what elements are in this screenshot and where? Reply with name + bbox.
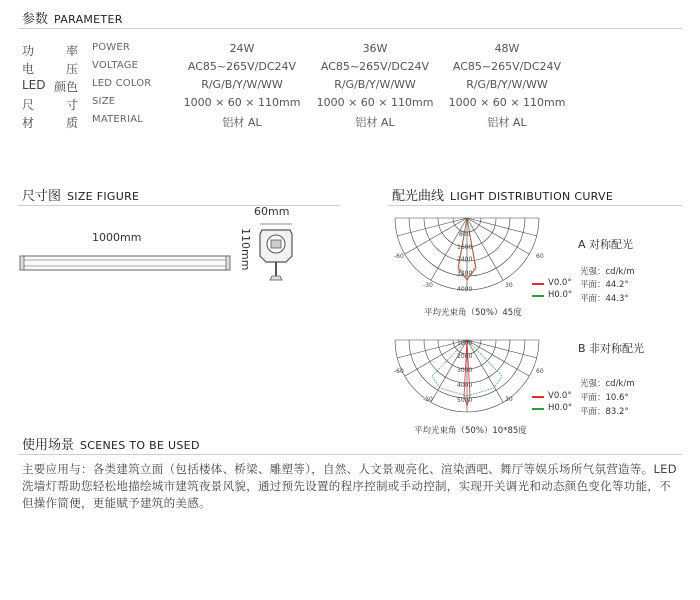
ring-label: 1600 [457, 244, 473, 251]
angle-label: 60 [536, 368, 544, 375]
size-figure-title [22, 185, 139, 204]
row-label-en: VOLTAGE [92, 60, 139, 71]
legend-label-v: V0.0° [548, 391, 572, 401]
row-label-cn: 尺 寸 [22, 98, 78, 112]
value-cell: 48W [494, 42, 520, 55]
height-dimension-label: 110mm [239, 228, 252, 271]
ring-label: 5000 [457, 397, 473, 404]
parameter-title-cn: 参数 [22, 12, 49, 27]
beam-angle-caption: 平均光束角（50%）45度 [424, 308, 522, 318]
parameter-row-size [0, 96, 700, 114]
ring-label: 2000 [457, 353, 473, 360]
value-cell: 36W [362, 42, 388, 55]
angle-label: -60 [394, 368, 404, 375]
parameter-title-en: PARAMETER [54, 13, 123, 26]
ring-label: 4000 [457, 382, 473, 389]
value-cell: 1000 × 60 × 110mm [183, 96, 301, 109]
parameter-row-voltage [0, 60, 700, 78]
angle-label: 60 [536, 253, 544, 260]
plane-value-h: 平面：83.2° [580, 407, 629, 417]
size-figure-divider [18, 205, 340, 206]
size-figure-title-cn: 尺寸图 [22, 189, 62, 204]
legend-swatch-h [532, 408, 544, 410]
ring-label: 800 [459, 231, 471, 238]
value-cell: 铝材 AL [355, 116, 395, 129]
fixture-side-view [18, 252, 234, 274]
row-label-en: MATERIAL [92, 114, 144, 125]
ring-label: 1000 [457, 340, 473, 347]
value-cell: AC85~265V/DC24V [452, 60, 562, 73]
light-curve-title [392, 185, 613, 204]
legend-label-v: V0.0° [548, 278, 572, 288]
plane-value-v: 平面：10.6° [580, 393, 629, 403]
legend-swatch-h [532, 295, 544, 297]
row-label-en: LED COLOR [92, 78, 152, 89]
value-cell: 铝材 AL [487, 116, 527, 129]
legend-swatch-v [532, 283, 544, 285]
parameter-row-material [0, 114, 700, 132]
ring-label: 4000 [457, 286, 473, 293]
value-cell: R/G/B/Y/W/WW [201, 78, 283, 91]
scenes-divider [18, 454, 682, 455]
value-cell: 1000 × 60 × 110mm [316, 96, 434, 109]
row-label-cn: LED 颜色 [22, 78, 78, 94]
light-curve-title-en: LIGHT DISTRIBUTION CURVE [450, 190, 614, 203]
parameter-row-power [0, 42, 700, 60]
parameter-row-led-color [0, 78, 700, 96]
row-label-en: SIZE [92, 96, 116, 107]
scenes-description: 主要应用与：各类建筑立面（包括楼体、桥梁、雕塑等），自然、人文景观亮化、渲染酒吧、舞厅等娱乐场所气氛营造等。LED洗墙灯帮助您轻松地描绘城市建筑夜景风貌，通过预先设置的程序控制或手动控制，实现开关调光和动态颜色变化等功能，不但操作简便，更能赋予建筑的美感。 [22, 462, 677, 510]
legend-label-h: H0.0° [548, 403, 573, 413]
row-label-cn: 材 质 [22, 116, 78, 130]
light-curve-title-cn: 配光曲线 [392, 189, 445, 204]
value-cell: R/G/B/Y/W/WW [334, 78, 416, 91]
intensity-unit-label: 光强：cd/k/m [580, 379, 635, 389]
angle-label: -30 [423, 396, 433, 403]
row-label-cn: 电 压 [22, 62, 78, 76]
scenes-title-cn: 使用场景 [22, 438, 75, 453]
value-cell: 铝材 AL [222, 116, 262, 129]
angle-label: 30 [505, 396, 513, 403]
parameter-divider [18, 28, 682, 29]
width-dimension-label: 60mm [254, 205, 290, 218]
angle-label: -60 [394, 253, 404, 260]
value-cell: AC85~265V/DC24V [187, 60, 297, 73]
legend-swatch-v [532, 396, 544, 398]
scenes-title [22, 434, 200, 453]
value-cell: AC85~265V/DC24V [320, 60, 430, 73]
intensity-unit-label: 光强：cd/k/m [580, 267, 635, 277]
plane-value-h: 平面：44.3° [580, 294, 629, 304]
ring-label: 3200 [457, 270, 473, 277]
length-dimension-label: 1000mm [92, 231, 142, 244]
plane-value-v: 平面：44.2° [580, 280, 629, 290]
fixture-cross-section [254, 222, 296, 284]
parameter-title [22, 8, 123, 27]
value-cell: 1000 × 60 × 110mm [448, 96, 566, 109]
angle-label: -30 [423, 282, 433, 289]
value-cell: R/G/B/Y/W/WW [466, 78, 548, 91]
angle-label: 30 [505, 282, 513, 289]
polar-diagram-a [392, 208, 542, 298]
size-figure-title-en: SIZE FIGURE [67, 190, 140, 203]
light-curve-divider [388, 205, 682, 206]
row-label-cn: 功 率 [22, 44, 78, 58]
ring-label: 2400 [457, 256, 473, 263]
diagram-a-heading: A 对称配光 [578, 238, 634, 251]
row-label-en: POWER [92, 42, 131, 53]
legend-label-h: H0.0° [548, 290, 573, 300]
value-cell: 24W [229, 42, 255, 55]
diagram-b-heading: B 非对称配光 [578, 342, 645, 355]
scenes-title-en: SCENES TO BE USED [80, 439, 200, 452]
beam-angle-caption: 平均光束角（50%）10*85度 [414, 426, 527, 436]
ring-label: 3000 [457, 367, 473, 374]
